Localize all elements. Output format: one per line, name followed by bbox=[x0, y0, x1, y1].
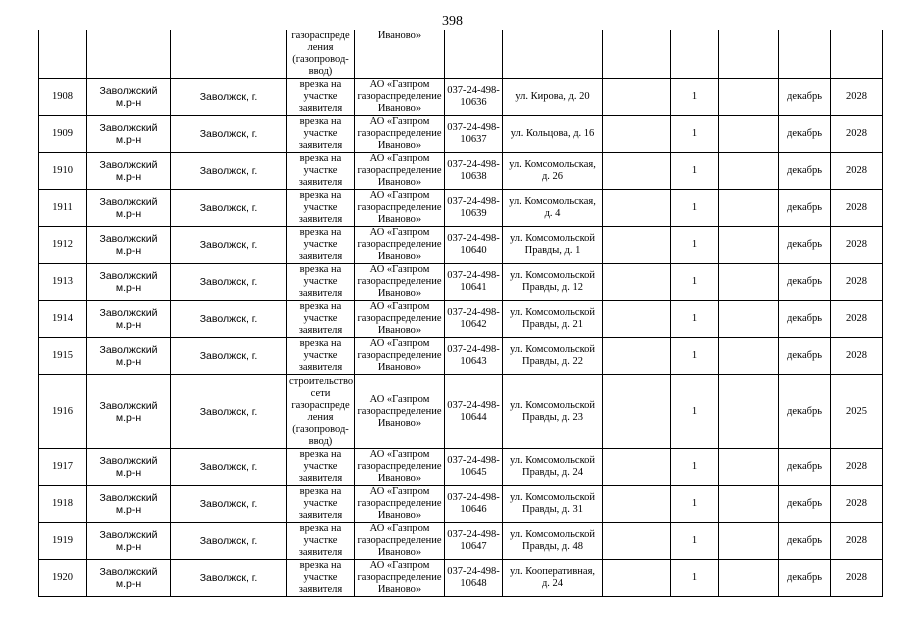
table-row bbox=[39, 116, 883, 153]
cell-empty bbox=[719, 301, 779, 338]
table-row bbox=[39, 486, 883, 523]
cell-num: 1920 bbox=[39, 560, 87, 597]
table-row-continued bbox=[39, 30, 883, 79]
cell-code: 037-24-498-10648 bbox=[445, 560, 503, 597]
table-row bbox=[39, 523, 883, 560]
cell-address: ул. Комсомольской Правды, д. 31 bbox=[503, 486, 603, 523]
cell-qty: 1 bbox=[671, 338, 719, 375]
cell-org: АО «Газпром газораспределение Иваново» bbox=[355, 338, 445, 375]
cell-city: Заволжск, г. bbox=[171, 301, 287, 338]
cell-district: Заволжский м.р-н bbox=[87, 486, 171, 523]
cell-empty bbox=[719, 375, 779, 449]
cell-month: декабрь bbox=[779, 116, 831, 153]
cell-work-type: строительство сети газораспреде ления (газопровод-ввод) bbox=[287, 375, 355, 449]
cell-month: декабрь bbox=[779, 338, 831, 375]
cell-address bbox=[503, 30, 603, 79]
page-number: 398 bbox=[442, 14, 463, 29]
cell-code: 037-24-498-10638 bbox=[445, 153, 503, 190]
cell-org: Иваново» bbox=[355, 30, 445, 79]
cell-num: 1910 bbox=[39, 153, 87, 190]
cell-org: АО «Газпром газораспределение Иваново» bbox=[355, 153, 445, 190]
table-row bbox=[39, 264, 883, 301]
table-row bbox=[39, 338, 883, 375]
cell-code: 037-24-498-10645 bbox=[445, 449, 503, 486]
cell-city: Заволжск, г. bbox=[171, 153, 287, 190]
cell-org: АО «Газпром газораспределение Иваново» bbox=[355, 523, 445, 560]
cell-month: декабрь bbox=[779, 264, 831, 301]
cell-qty: 1 bbox=[671, 449, 719, 486]
cell-work-type: врезка на участке заявителя bbox=[287, 486, 355, 523]
cell-year: 2028 bbox=[831, 264, 883, 301]
cell-empty bbox=[603, 449, 671, 486]
cell-empty bbox=[603, 264, 671, 301]
cell-qty: 1 bbox=[671, 227, 719, 264]
cell-empty bbox=[603, 523, 671, 560]
cell-month: декабрь bbox=[779, 486, 831, 523]
cell-address: ул. Комсомольская, д. 26 bbox=[503, 153, 603, 190]
table-body bbox=[39, 30, 883, 597]
cell-district: Заволжский м.р-н bbox=[87, 116, 171, 153]
cell-code bbox=[445, 30, 503, 79]
cell-qty: 1 bbox=[671, 190, 719, 227]
cell-org: АО «Газпром газораспределение Иваново» bbox=[355, 449, 445, 486]
cell-city: Заволжск, г. bbox=[171, 116, 287, 153]
cell-code: 037-24-498-10644 bbox=[445, 375, 503, 449]
cell-work-type: врезка на участке заявителя bbox=[287, 560, 355, 597]
cell-org: АО «Газпром газораспределение Иваново» bbox=[355, 190, 445, 227]
cell-address: ул. Комсомольской Правды, д. 12 bbox=[503, 264, 603, 301]
cell-num: 1919 bbox=[39, 523, 87, 560]
cell-city: Заволжск, г. bbox=[171, 227, 287, 264]
cell-district: Заволжский м.р-н bbox=[87, 264, 171, 301]
cell-city: Заволжск, г. bbox=[171, 190, 287, 227]
cell-year bbox=[831, 30, 883, 79]
cell-month: декабрь bbox=[779, 375, 831, 449]
cell-empty bbox=[603, 560, 671, 597]
cell-empty bbox=[719, 486, 779, 523]
cell-work-type: врезка на участке заявителя bbox=[287, 449, 355, 486]
cell-empty bbox=[603, 301, 671, 338]
cell-month: декабрь bbox=[779, 227, 831, 264]
cell-num: 1911 bbox=[39, 190, 87, 227]
cell-code: 037-24-498-10639 bbox=[445, 190, 503, 227]
cell-code: 037-24-498-10637 bbox=[445, 116, 503, 153]
cell-address: ул. Кольцова, д. 16 bbox=[503, 116, 603, 153]
cell-city: Заволжск, г. bbox=[171, 264, 287, 301]
cell-work-type: врезка на участке заявителя bbox=[287, 264, 355, 301]
cell-work-type: врезка на участке заявителя bbox=[287, 227, 355, 264]
cell-empty bbox=[719, 79, 779, 116]
cell-org: АО «Газпром газораспределение Иваново» bbox=[355, 264, 445, 301]
table-row bbox=[39, 227, 883, 264]
cell-org: АО «Газпром газораспределение Иваново» bbox=[355, 227, 445, 264]
cell-code: 037-24-498-10647 bbox=[445, 523, 503, 560]
cell-work-type: врезка на участке заявителя bbox=[287, 301, 355, 338]
cell-month: декабрь bbox=[779, 560, 831, 597]
cell-address: ул. Кирова, д. 20 bbox=[503, 79, 603, 116]
cell-empty bbox=[719, 153, 779, 190]
cell-district: Заволжский м.р-н bbox=[87, 153, 171, 190]
cell-work-type: врезка на участке заявителя bbox=[287, 338, 355, 375]
cell-month: декабрь bbox=[779, 153, 831, 190]
cell-month: декабрь bbox=[779, 449, 831, 486]
cell-year: 2028 bbox=[831, 338, 883, 375]
cell-city: Заволжск, г. bbox=[171, 375, 287, 449]
table-row bbox=[39, 449, 883, 486]
cell-address: ул. Комсомольской Правды, д. 48 bbox=[503, 523, 603, 560]
cell-year: 2028 bbox=[831, 190, 883, 227]
cell-year: 2028 bbox=[831, 153, 883, 190]
cell-org: АО «Газпром газораспределение Иваново» bbox=[355, 560, 445, 597]
cell-work-type: врезка на участке заявителя bbox=[287, 116, 355, 153]
cell-city: Заволжск, г. bbox=[171, 449, 287, 486]
cell-year: 2028 bbox=[831, 227, 883, 264]
cell-address: ул. Комсомольской Правды, д. 21 bbox=[503, 301, 603, 338]
cell-qty: 1 bbox=[671, 486, 719, 523]
cell-district bbox=[87, 30, 171, 79]
cell-city bbox=[171, 30, 287, 79]
cell-district: Заволжский м.р-н bbox=[87, 449, 171, 486]
cell-num: 1915 bbox=[39, 338, 87, 375]
cell-district: Заволжский м.р-н bbox=[87, 301, 171, 338]
cell-month: декабрь bbox=[779, 79, 831, 116]
cell-org: АО «Газпром газораспределение Иваново» bbox=[355, 116, 445, 153]
cell-empty bbox=[719, 523, 779, 560]
cell-empty bbox=[603, 153, 671, 190]
cell-qty: 1 bbox=[671, 79, 719, 116]
table-row bbox=[39, 190, 883, 227]
cell-empty bbox=[603, 486, 671, 523]
cell-district: Заволжский м.р-н bbox=[87, 190, 171, 227]
cell-district: Заволжский м.р-н bbox=[87, 375, 171, 449]
cell-code: 037-24-498-10641 bbox=[445, 264, 503, 301]
cell-num: 1918 bbox=[39, 486, 87, 523]
cell-empty bbox=[719, 338, 779, 375]
cell-work-type: врезка на участке заявителя bbox=[287, 153, 355, 190]
cell-qty: 1 bbox=[671, 153, 719, 190]
cell-empty bbox=[603, 116, 671, 153]
cell-work-type: врезка на участке заявителя bbox=[287, 523, 355, 560]
cell-empty bbox=[719, 449, 779, 486]
cell-org: АО «Газпром газораспределение Иваново» bbox=[355, 301, 445, 338]
cell-num: 1909 bbox=[39, 116, 87, 153]
cell-district: Заволжский м.р-н bbox=[87, 79, 171, 116]
cell-empty bbox=[719, 560, 779, 597]
cell-qty: 1 bbox=[671, 523, 719, 560]
cell-qty bbox=[671, 30, 719, 79]
cell-num: 1912 bbox=[39, 227, 87, 264]
cell-org: АО «Газпром газораспределение Иваново» bbox=[355, 375, 445, 449]
cell-district: Заволжский м.р-н bbox=[87, 338, 171, 375]
cell-city: Заволжск, г. bbox=[171, 560, 287, 597]
cell-address: ул. Комсомольской Правды, д. 24 bbox=[503, 449, 603, 486]
cell-qty: 1 bbox=[671, 301, 719, 338]
cell-district: Заволжский м.р-н bbox=[87, 560, 171, 597]
cell-city: Заволжск, г. bbox=[171, 523, 287, 560]
cell-month bbox=[779, 30, 831, 79]
cell-num: 1913 bbox=[39, 264, 87, 301]
table-row bbox=[39, 301, 883, 338]
cell-empty bbox=[719, 264, 779, 301]
cell-year: 2028 bbox=[831, 560, 883, 597]
cell-qty: 1 bbox=[671, 375, 719, 449]
cell-empty bbox=[603, 190, 671, 227]
cell-empty bbox=[603, 375, 671, 449]
cell-code: 037-24-498-10636 bbox=[445, 79, 503, 116]
cell-year: 2028 bbox=[831, 79, 883, 116]
cell-address: ул. Комсомольской Правды, д. 23 bbox=[503, 375, 603, 449]
table-row bbox=[39, 560, 883, 597]
cell-code: 037-24-498-10640 bbox=[445, 227, 503, 264]
cell-org: АО «Газпром газораспределение Иваново» bbox=[355, 486, 445, 523]
cell-empty bbox=[719, 227, 779, 264]
cell-empty bbox=[603, 338, 671, 375]
cell-year: 2025 bbox=[831, 375, 883, 449]
cell-month: декабрь bbox=[779, 190, 831, 227]
cell-work-type: врезка на участке заявителя bbox=[287, 190, 355, 227]
cell-city: Заволжск, г. bbox=[171, 486, 287, 523]
cell-address: ул. Комсомольской Правды, д. 22 bbox=[503, 338, 603, 375]
cell-district: Заволжский м.р-н bbox=[87, 227, 171, 264]
cell-year: 2028 bbox=[831, 116, 883, 153]
cell-year: 2028 bbox=[831, 449, 883, 486]
cell-district: Заволжский м.р-н bbox=[87, 523, 171, 560]
cell-qty: 1 bbox=[671, 264, 719, 301]
cell-qty: 1 bbox=[671, 560, 719, 597]
table-row bbox=[39, 153, 883, 190]
cell-empty bbox=[603, 227, 671, 264]
cell-work-type: врезка на участке заявителя bbox=[287, 79, 355, 116]
cell-year: 2028 bbox=[831, 301, 883, 338]
cell-month: декабрь bbox=[779, 523, 831, 560]
cell-year: 2028 bbox=[831, 523, 883, 560]
cell-empty bbox=[719, 30, 779, 79]
cell-address: ул. Комсомольской Правды, д. 1 bbox=[503, 227, 603, 264]
cell-empty bbox=[603, 79, 671, 116]
gas-connections-table bbox=[38, 30, 883, 597]
cell-num: 1917 bbox=[39, 449, 87, 486]
cell-code: 037-24-498-10643 bbox=[445, 338, 503, 375]
cell-code: 037-24-498-10646 bbox=[445, 486, 503, 523]
cell-city: Заволжск, г. bbox=[171, 79, 287, 116]
cell-num bbox=[39, 30, 87, 79]
cell-city: Заволжск, г. bbox=[171, 338, 287, 375]
cell-empty bbox=[719, 190, 779, 227]
cell-num: 1908 bbox=[39, 79, 87, 116]
cell-qty: 1 bbox=[671, 116, 719, 153]
cell-num: 1916 bbox=[39, 375, 87, 449]
cell-year: 2028 bbox=[831, 486, 883, 523]
cell-num: 1914 bbox=[39, 301, 87, 338]
cell-empty bbox=[603, 30, 671, 79]
cell-address: ул. Кооперативная, д. 24 bbox=[503, 560, 603, 597]
cell-work-type: газораспреде ления (газопровод-ввод) bbox=[287, 30, 355, 79]
table-row bbox=[39, 79, 883, 116]
cell-org: АО «Газпром газораспределение Иваново» bbox=[355, 79, 445, 116]
table-row bbox=[39, 375, 883, 449]
cell-month: декабрь bbox=[779, 301, 831, 338]
cell-empty bbox=[719, 116, 779, 153]
cell-code: 037-24-498-10642 bbox=[445, 301, 503, 338]
cell-address: ул. Комсомольская, д. 4 bbox=[503, 190, 603, 227]
